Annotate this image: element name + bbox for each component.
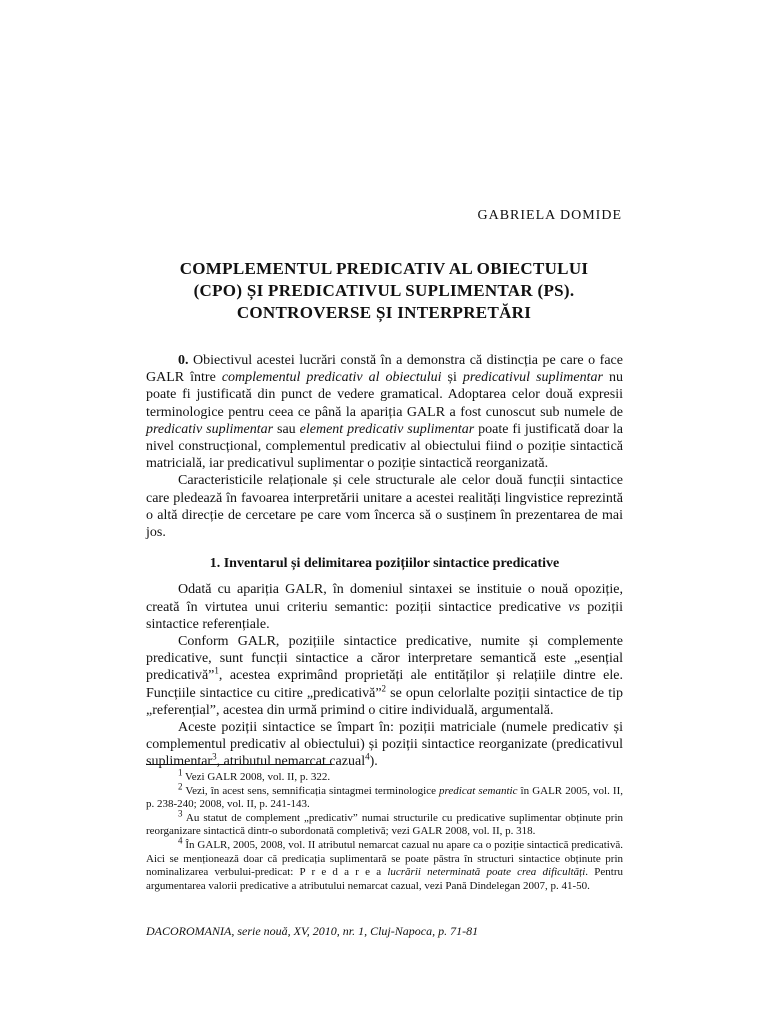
- footnote-text: În GALR, 2005, 2008, vol. II atributul nemarcat cazual nu apare ca o poziție sintactică predicativă. Aici se menționează doar că predicația suplimentară se poate păstra în structuri sintactice obținute prin nominalizarea verbului-predicat:: [146, 838, 623, 879]
- footnote-number: 1: [178, 767, 183, 778]
- section-number: 0.: [178, 353, 189, 368]
- paragraph-intro: [146, 352, 623, 472]
- footnote-text: . Pentru argumentarea valorii predicative a atributului nemarcat cazual, vezi Pană Dindelegan 2007, p. 41-50.: [146, 866, 623, 892]
- text-run: , atributul nemarcat cazual: [216, 754, 366, 770]
- footnote: [146, 780, 623, 812]
- section-heading: 1. Inventarul și delimitarea pozițiilor sintactice predicative: [209, 556, 560, 572]
- footnote: [146, 835, 623, 893]
- term-italic: element predicativ suplimentar: [299, 421, 475, 437]
- text-run: , acestea exprimând proprietăți ale entităților și relațiile dintre ele. Funcțiile sintactice cu citire „predicativă”: [146, 668, 623, 701]
- text-run: poate fi justificată doar la nivel construcțional, complementul predicativ al obiectului fiind o poziție sintactică matricială, iar predicativul suplimentar o poziție sintactică reorganizată.: [146, 421, 623, 472]
- footnotes: [146, 767, 623, 893]
- footnote-number: 2: [178, 780, 183, 791]
- paragraph: Caracteristicile relaționale și cele structurale ale celor două funcții sintactice care pledează în favoarea interpretării unitare a acestei realități lingvistice reprezintă o altă direcție de cercetare pe care vom încerca să o susținem în prezentarea de mai jos.: [146, 473, 623, 541]
- footnote: [146, 767, 623, 785]
- text-run: Conform GALR, pozițiile sintactice predicative, numite și complemente predicative, sunt funcții sintactice a căror interpretare semantică este „esențial predicativă”: [146, 634, 623, 684]
- text-run: și: [441, 370, 463, 386]
- footnote-ref: 4: [365, 751, 370, 762]
- text-run: ).: [369, 754, 378, 770]
- text-run: Odată cu apariția GALR, în domeniul sintaxei se instituie o nouă opoziție, creată în virtutea unui criteriu semantic: poziții sintactice predicative: [146, 582, 623, 615]
- author-name: GABRIELA DOMIDE: [477, 208, 622, 223]
- title-line: COMPLEMENTUL PREDICATIV AL OBIECTULUI: [179, 259, 589, 278]
- footnote-text: Vezi, în acest sens, semnificația sintagmei terminologice: [182, 784, 440, 797]
- text-run: sau: [273, 421, 300, 437]
- spaced-text: P r e d a r e a: [299, 866, 382, 879]
- footnote-text: în GALR 2005, vol. II, p. 238-240; 2008, vol. II, p. 241-143.: [146, 784, 623, 811]
- term-italic: predicativ suplimentar: [146, 421, 274, 437]
- term-italic: complementul predicativ al obiectului: [221, 370, 442, 386]
- term-italic: vs: [568, 599, 580, 615]
- title-line: (CPO) ȘI PREDICATIVUL SUPLIMENTAR (PS).: [193, 281, 575, 300]
- footnote-number: 3: [178, 808, 183, 819]
- title-line: CONTROVERSE ȘI INTERPRETĂRI: [236, 303, 532, 322]
- paragraph: [146, 633, 623, 719]
- term-italic: predicativul suplimentar: [462, 370, 603, 386]
- text-run: nu poate fi justificată din punct de vedere gramatical. Adoptarea celor două expresii terminologice pentru ceea ce până la apariția GALR a fost cunoscut sub numele de: [146, 370, 623, 420]
- paper-title: [146, 258, 622, 324]
- text-run: Obiectivul acestei lucrări constă în a demonstra că distincția pe care o face GALR între: [146, 353, 623, 386]
- footnote-text: Vezi GALR 2008, vol. II, p. 322.: [182, 771, 331, 783]
- example-italic: lucrării neterminată poate crea dificultăți: [387, 866, 586, 879]
- footnote-text: Au statut de complement „predicativ” numai structurile cu predicative suplimentar obținute prin reorganizare sintactică dintr-o subordonată completivă; vezi GALR 2008, vol. II, p. 318.: [146, 811, 623, 838]
- body-text: [146, 352, 623, 771]
- term-italic: predicat semantic: [439, 784, 518, 797]
- text-run: poziții sintactice referențiale.: [146, 599, 623, 632]
- text-run: Aceste poziții sintactice se împart în: poziții matriciale (numele predicativ și complementul predicativ al obiectului) și poziții sintactice reorganizate (predicativul suplimentar: [146, 720, 623, 770]
- footnote-ref: 3: [212, 751, 217, 762]
- footnote-ref: 1: [214, 665, 219, 676]
- paragraph: [146, 581, 623, 633]
- footnote-number: 4: [178, 835, 183, 846]
- paragraph: [146, 719, 623, 771]
- text-run: se opun celorlalte poziții sintactice de tip „referențial”, acestea din urmă primind o citire individuală, argumentală.: [146, 685, 623, 718]
- footnote-divider: [146, 764, 332, 765]
- footnote-ref: 2: [381, 683, 387, 693]
- journal-citation: DACOROMANIA, serie nouă, XV, 2010, nr. 1, Cluj-Napoca, p. 71-81: [146, 924, 479, 938]
- footnote: [146, 808, 623, 839]
